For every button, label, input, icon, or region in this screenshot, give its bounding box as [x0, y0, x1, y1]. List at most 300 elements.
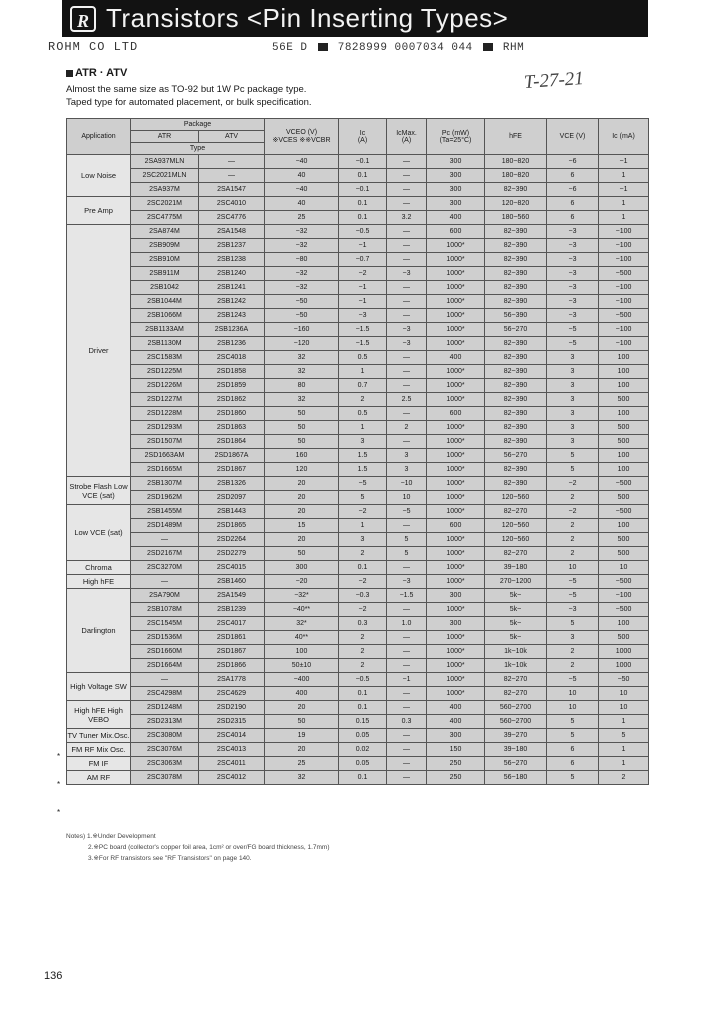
ic-ma-value: −100 [599, 281, 649, 295]
atv-type: 2SD1867A [199, 449, 265, 463]
vceo-value: 32 [265, 771, 339, 785]
application-cell: High hFE [67, 575, 131, 589]
ic-value: 0.3 [339, 617, 387, 631]
vceo-value: 20 [265, 743, 339, 757]
ic-ma-value: 500 [599, 631, 649, 645]
icmax-value: 2 [387, 421, 427, 435]
table-row [67, 561, 649, 575]
ic-value: −0.1 [339, 183, 387, 197]
icmax-value: — [387, 729, 427, 743]
pc-value: 400 [427, 715, 485, 729]
pc-value: 1000* [427, 561, 485, 575]
hfe-value: 56~270 [485, 757, 547, 771]
atv-type: 2SC4011 [199, 757, 265, 771]
ic-ma-value: −500 [599, 267, 649, 281]
application-cell: FM IF [67, 757, 131, 771]
application-cell: AM RF [67, 771, 131, 785]
ic-ma-value: −1 [599, 155, 649, 169]
atr-type: 2SB1133AM [131, 323, 199, 337]
ic-value: −5 [339, 477, 387, 491]
atr-type: 2SD1227M [131, 393, 199, 407]
icmax-value: — [387, 239, 427, 253]
atr-type: 2SC2021M [131, 197, 199, 211]
atr-type: 2SD1489M [131, 519, 199, 533]
pc-value: 400 [427, 211, 485, 225]
icmax-value: — [387, 281, 427, 295]
hfe-value: 82~390 [485, 295, 547, 309]
vceo-value: 32 [265, 365, 339, 379]
vce-value: 3 [547, 421, 599, 435]
vce-value: −5 [547, 673, 599, 687]
ic-value: −1 [339, 239, 387, 253]
ic-value: 3 [339, 435, 387, 449]
application-cell: Low VCE (sat) [67, 505, 131, 561]
atr-type: 2SD1660M [131, 645, 199, 659]
vce-value: 5 [547, 771, 599, 785]
hfe-value: 82~390 [485, 253, 547, 267]
hfe-value: 39~180 [485, 743, 547, 757]
hfe-value: 5k~ [485, 589, 547, 603]
table-notes [66, 831, 330, 864]
vce-value: −3 [547, 225, 599, 239]
ic-value: 0.1 [339, 197, 387, 211]
ic-value: 1.5 [339, 449, 387, 463]
icmax-value: — [387, 519, 427, 533]
ic-ma-value: 100 [599, 407, 649, 421]
icmax-value: — [387, 365, 427, 379]
vce-value: 6 [547, 743, 599, 757]
vceo-value: 25 [265, 211, 339, 225]
header-vceo-sub: ※VCES ※※VCBR [272, 137, 331, 144]
vce-value: 3 [547, 407, 599, 421]
vce-value: 2 [547, 547, 599, 561]
vceo-value: 160 [265, 449, 339, 463]
ic-ma-value: 100 [599, 519, 649, 533]
ic-value: −0.3 [339, 589, 387, 603]
ic-value: −1 [339, 295, 387, 309]
application-cell: TV Tuner Mix.Osc. [67, 729, 131, 743]
pc-value: 1000* [427, 435, 485, 449]
pc-value: 250 [427, 757, 485, 771]
rohm-logo-icon: R [70, 6, 96, 32]
atr-type: 2SA937M [131, 183, 199, 197]
header-atv: ATV [199, 131, 265, 143]
icmax-value: −10 [387, 477, 427, 491]
ic-ma-value: −50 [599, 673, 649, 687]
atv-type: 2SC4776 [199, 211, 265, 225]
catalog-code-line [272, 42, 524, 54]
hfe-value: 82~390 [485, 351, 547, 365]
vceo-value: −32 [265, 267, 339, 281]
atv-type: 2SC4012 [199, 771, 265, 785]
table-row [67, 631, 649, 645]
ic-value: 0.1 [339, 687, 387, 701]
margin-mark: * [57, 808, 61, 817]
header-hfe: hFE [485, 119, 547, 155]
table-row [67, 239, 649, 253]
application-cell: Low Noise [67, 155, 131, 197]
vceo-value: 20 [265, 533, 339, 547]
atv-type: 2SB1326 [199, 477, 265, 491]
ic-value: 0.02 [339, 743, 387, 757]
hfe-value: 1k~10k [485, 659, 547, 673]
vceo-value: 40** [265, 631, 339, 645]
atv-type: 2SA1547 [199, 183, 265, 197]
pc-value: 300 [427, 183, 485, 197]
hfe-value: 82~270 [485, 673, 547, 687]
table-row [67, 183, 649, 197]
atr-type: 2SD1962M [131, 491, 199, 505]
atr-type: 2SB1078M [131, 603, 199, 617]
ic-ma-value: 10 [599, 561, 649, 575]
atr-type: 2SD1248M [131, 701, 199, 715]
ic-ma-value: 500 [599, 393, 649, 407]
icmax-value: 3 [387, 463, 427, 477]
atr-type: 2SC3076M [131, 743, 199, 757]
catalog-code-b: 7828999 0007034 044 [337, 42, 473, 54]
icmax-value: — [387, 309, 427, 323]
square-bullet-icon [66, 70, 73, 77]
atv-type: 2SD1858 [199, 365, 265, 379]
vce-value: 5 [547, 463, 599, 477]
icmax-value: 10 [387, 491, 427, 505]
vce-value: 2 [547, 645, 599, 659]
vce-value: −2 [547, 477, 599, 491]
icmax-value: −1 [387, 673, 427, 687]
ic-ma-value: 5 [599, 729, 649, 743]
ic-ma-value: 100 [599, 449, 649, 463]
ic-ma-value: 500 [599, 421, 649, 435]
header-pc-sub: (Ta=25°C) [439, 136, 472, 144]
ic-value: 0.1 [339, 211, 387, 225]
header-pc-label: Pc (mW) [441, 129, 470, 137]
vce-value: −5 [547, 323, 599, 337]
atv-type: 2SD1860 [199, 407, 265, 421]
pc-value: 300 [427, 169, 485, 183]
ic-value: −1 [339, 281, 387, 295]
page-title: Transistors <Pin Inserting Types> [106, 3, 509, 33]
atv-type: 2SD1863 [199, 421, 265, 435]
table-row [67, 477, 649, 491]
pc-value: 300 [427, 197, 485, 211]
application-cell: Strobe Flash Low VCE (sat) [67, 477, 131, 505]
hfe-value: 39~180 [485, 561, 547, 575]
ic-ma-value: −100 [599, 337, 649, 351]
ic-ma-value: 1 [599, 743, 649, 757]
vceo-value: 50 [265, 715, 339, 729]
atv-type: — [199, 169, 265, 183]
atv-type: 2SD2279 [199, 547, 265, 561]
hfe-value: 120~560 [485, 533, 547, 547]
table-row [67, 379, 649, 393]
vceo-value: 100 [265, 645, 339, 659]
pc-value: 1000* [427, 309, 485, 323]
hfe-value: 120~560 [485, 519, 547, 533]
vce-value: 3 [547, 435, 599, 449]
pc-value: 400 [427, 701, 485, 715]
vceo-value: −40** [265, 603, 339, 617]
vceo-value: 400 [265, 687, 339, 701]
table-row [67, 659, 649, 673]
table-row [67, 295, 649, 309]
atv-type: 2SB1443 [199, 505, 265, 519]
vceo-value: 80 [265, 379, 339, 393]
ic-ma-value: 100 [599, 365, 649, 379]
atv-type: — [199, 155, 265, 169]
atv-type: 2SD1861 [199, 631, 265, 645]
application-cell: High Voltage SW [67, 673, 131, 701]
ic-value: 2 [339, 393, 387, 407]
ic-ma-value: −100 [599, 323, 649, 337]
ic-ma-value: −500 [599, 575, 649, 589]
table-row [67, 603, 649, 617]
icmax-value: — [387, 659, 427, 673]
pc-value: 1000* [427, 421, 485, 435]
table-row [67, 281, 649, 295]
table-row [67, 463, 649, 477]
margin-mark: * [57, 780, 61, 789]
ic-ma-value: 1 [599, 169, 649, 183]
ic-ma-value: 1000 [599, 645, 649, 659]
vceo-value: −40 [265, 155, 339, 169]
hfe-value: 82~390 [485, 337, 547, 351]
icmax-value: 1.0 [387, 617, 427, 631]
hfe-value: 82~390 [485, 421, 547, 435]
pc-value: 1000* [427, 491, 485, 505]
atv-type: 2SA1549 [199, 589, 265, 603]
ic-value: 0.5 [339, 407, 387, 421]
ic-value: 2 [339, 645, 387, 659]
atr-type: 2SB1066M [131, 309, 199, 323]
header-package: Package [131, 119, 265, 131]
pc-value: 300 [427, 155, 485, 169]
hfe-value: 39~270 [485, 729, 547, 743]
vceo-value: 120 [265, 463, 339, 477]
hfe-value: 120~820 [485, 197, 547, 211]
hfe-value: 5k~ [485, 617, 547, 631]
vceo-value: 50 [265, 435, 339, 449]
atr-type: 2SA937MLN [131, 155, 199, 169]
vce-value: 10 [547, 687, 599, 701]
hfe-value: 82~270 [485, 547, 547, 561]
icmax-value: — [387, 771, 427, 785]
ic-ma-value: −500 [599, 309, 649, 323]
vceo-value: 50±10 [265, 659, 339, 673]
vceo-value: −120 [265, 337, 339, 351]
ic-value: −0.7 [339, 253, 387, 267]
hfe-value: 180~820 [485, 169, 547, 183]
intro-line-2: Taped type for automated placement, or bulk specification. [66, 97, 312, 108]
icmax-value: — [387, 687, 427, 701]
ic-ma-value: 100 [599, 617, 649, 631]
vce-value: 6 [547, 211, 599, 225]
vce-value: −3 [547, 267, 599, 281]
table-row [67, 701, 649, 715]
table-row [67, 351, 649, 365]
vce-value: −3 [547, 281, 599, 295]
header-vce: VCE (V) [547, 119, 599, 155]
atr-type: 2SC3080M [131, 729, 199, 743]
ic-ma-value: −500 [599, 477, 649, 491]
table-row [67, 253, 649, 267]
icmax-value: — [387, 197, 427, 211]
atr-type: 2SC3078M [131, 771, 199, 785]
atv-type: 2SD2315 [199, 715, 265, 729]
ic-value: 0.05 [339, 729, 387, 743]
atv-type: 2SC4010 [199, 197, 265, 211]
ic-value: 1 [339, 421, 387, 435]
ic-value: 2 [339, 547, 387, 561]
hfe-value: 56~270 [485, 323, 547, 337]
ic-ma-value: −100 [599, 589, 649, 603]
hfe-value: 56~270 [485, 449, 547, 463]
vceo-value: 20 [265, 701, 339, 715]
atv-type: 2SC4017 [199, 617, 265, 631]
header-atr: ATR [131, 131, 199, 143]
ic-ma-value: 500 [599, 435, 649, 449]
atv-type: 2SD1862 [199, 393, 265, 407]
pc-value: 600 [427, 407, 485, 421]
pc-value: 1000* [427, 337, 485, 351]
hfe-value: 82~390 [485, 379, 547, 393]
ic-value: 1 [339, 519, 387, 533]
hfe-value: 82~390 [485, 281, 547, 295]
icmax-value: — [387, 757, 427, 771]
hfe-value: 560~2700 [485, 701, 547, 715]
icmax-value: 2.5 [387, 393, 427, 407]
atr-type: 2SD1228M [131, 407, 199, 421]
icmax-value: — [387, 379, 427, 393]
vce-value: −5 [547, 589, 599, 603]
pc-value: 1000* [427, 673, 485, 687]
hfe-value: 180~560 [485, 211, 547, 225]
vceo-value: −80 [265, 253, 339, 267]
table-row [67, 449, 649, 463]
table-row [67, 575, 649, 589]
vce-value: −3 [547, 295, 599, 309]
atv-type: 2SD1864 [199, 435, 265, 449]
table-row [67, 197, 649, 211]
vceo-value: −50 [265, 309, 339, 323]
title-banner [62, 0, 648, 37]
pc-value: 1000* [427, 547, 485, 561]
ic-value: 0.1 [339, 561, 387, 575]
table-row [67, 169, 649, 183]
application-cell: Driver [67, 225, 131, 477]
ic-value: 0.05 [339, 757, 387, 771]
ic-ma-value: 1 [599, 715, 649, 729]
vceo-value: 20 [265, 505, 339, 519]
table-row [67, 267, 649, 281]
vceo-value: 32 [265, 351, 339, 365]
atr-type: 2SD1226M [131, 379, 199, 393]
pc-value: 1000* [427, 631, 485, 645]
hfe-value: 82~390 [485, 393, 547, 407]
ic-ma-value: 100 [599, 351, 649, 365]
hfe-value: 82~390 [485, 365, 547, 379]
atr-type: 2SB1044M [131, 295, 199, 309]
atv-type: 2SD1867 [199, 645, 265, 659]
icmax-value: — [387, 743, 427, 757]
hfe-value: 82~390 [485, 183, 547, 197]
ic-ma-value: 100 [599, 463, 649, 477]
table-row [67, 491, 649, 505]
table-row [67, 407, 649, 421]
ic-ma-value: −100 [599, 225, 649, 239]
ic-value: 0.1 [339, 701, 387, 715]
margin-mark: * [57, 752, 61, 761]
ic-ma-value: −100 [599, 239, 649, 253]
vce-value: 5 [547, 449, 599, 463]
vceo-value: 50 [265, 407, 339, 421]
section-heading [66, 67, 127, 79]
table-row [67, 547, 649, 561]
vce-value: 3 [547, 393, 599, 407]
hfe-value: 5k~ [485, 603, 547, 617]
atr-type: 2SA874M [131, 225, 199, 239]
vce-value: 5 [547, 715, 599, 729]
table-body [67, 155, 649, 785]
header-icmax-label: IcMax. [396, 129, 417, 137]
icmax-value: — [387, 295, 427, 309]
vce-value: 10 [547, 561, 599, 575]
table-row [67, 743, 649, 757]
header-vceo [265, 119, 339, 155]
page-number: 136 [44, 970, 63, 982]
pc-value: 1000* [427, 295, 485, 309]
header-type: Type [131, 143, 265, 155]
pc-value: 300 [427, 729, 485, 743]
hfe-value: 180~820 [485, 155, 547, 169]
hfe-value: 82~390 [485, 463, 547, 477]
icmax-value: 0.3 [387, 715, 427, 729]
icmax-value: 5 [387, 533, 427, 547]
atv-type: 2SD1865 [199, 519, 265, 533]
application-cell: Darlington [67, 589, 131, 673]
vceo-value: 32 [265, 393, 339, 407]
ic-value: 1.5 [339, 463, 387, 477]
header-ic-ma: Ic (mA) [599, 119, 649, 155]
barcode-block-icon [483, 43, 493, 51]
pc-value: 1000* [427, 253, 485, 267]
ic-value: 3 [339, 533, 387, 547]
icmax-value: 3 [387, 449, 427, 463]
vceo-value: −50 [265, 295, 339, 309]
catalog-code-c: RHM [502, 42, 525, 54]
company-name: ROHM CO LTD [48, 40, 139, 54]
hfe-value: 560~2700 [485, 715, 547, 729]
hfe-value: 82~270 [485, 687, 547, 701]
ic-value: 0.5 [339, 351, 387, 365]
vce-value: −2 [547, 505, 599, 519]
icmax-value: — [387, 407, 427, 421]
icmax-value: — [387, 701, 427, 715]
table-row [67, 309, 649, 323]
pc-value: 1000* [427, 645, 485, 659]
vceo-value: 50 [265, 421, 339, 435]
vce-value: 6 [547, 197, 599, 211]
ic-value: −2 [339, 267, 387, 281]
atv-type: 2SD2190 [199, 701, 265, 715]
ic-value: 0.1 [339, 771, 387, 785]
table-row [67, 533, 649, 547]
table-row [67, 673, 649, 687]
table-row [67, 715, 649, 729]
ic-value: 2 [339, 631, 387, 645]
icmax-value: — [387, 155, 427, 169]
hfe-value: 82~390 [485, 225, 547, 239]
hfe-value: 82~390 [485, 477, 547, 491]
